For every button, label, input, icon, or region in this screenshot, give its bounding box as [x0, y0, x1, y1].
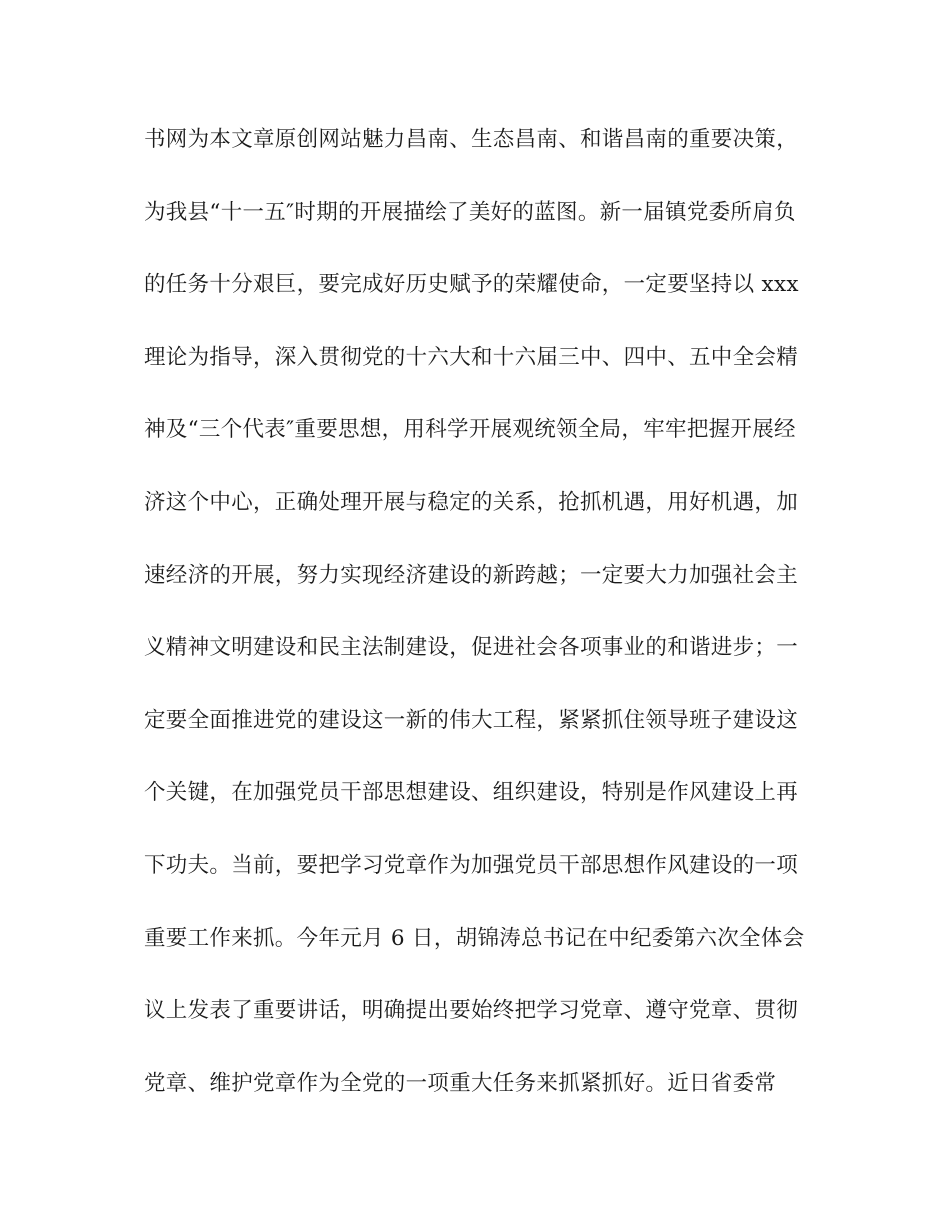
text-line: 为我县“十一五″时期的开展描绘了美好的蓝图。新一届镇党委所肩负 — [144, 199, 796, 225]
text-line: 速经济的开展，努力实现经济建设的新跨越；一定要大力加强社会主 — [144, 562, 799, 588]
text-line: 的任务十分艰巨，要完成好历史赋予的荣耀使命，一定要坚持以 xxx — [144, 272, 799, 298]
text-line: 议上发表了重要讲话，明确提出要始终把学习党章、遵守党章、贯彻 — [144, 998, 799, 1024]
text-line: 神及“三个代表″重要思想，用科学开展观统领全局，牢牢把握开展经 — [144, 417, 796, 443]
text-line: 个关键，在加强党员干部思想建设、组织建设，特别是作风建设上再 — [144, 780, 799, 806]
text-line: 义精神文明建设和民主法制建设，促进社会各项事业的和谐进步；一 — [144, 635, 799, 661]
text-line: 理论为指导，深入贯彻党的十六大和十六届三中、四中、五中全会精 — [144, 344, 799, 370]
text-line: 定要全面推进党的建设这一新的伟大工程，紧紧抓住领导班子建设这 — [144, 707, 799, 733]
text-line: 重要工作来抓。今年元月 6 日，胡锦涛总书记在中纪委第六次全体会 — [144, 925, 805, 951]
text-line: 党章、维护党章作为全党的一项重大任务来抓紧抓好。近日省委常 — [144, 1070, 777, 1096]
document-body — [144, 124, 824, 1140]
text-line: 书网为本文章原创网站魅力昌南、生态昌南、和谐昌南的重要决策， — [144, 127, 799, 152]
text-line: 济这个中心，正确处理开展与稳定的关系，抢抓机遇，用好机遇，加 — [144, 489, 799, 515]
text-line: 下功夫。当前，要把学习党章作为加强党员干部思想作风建设的一项 — [144, 852, 799, 878]
